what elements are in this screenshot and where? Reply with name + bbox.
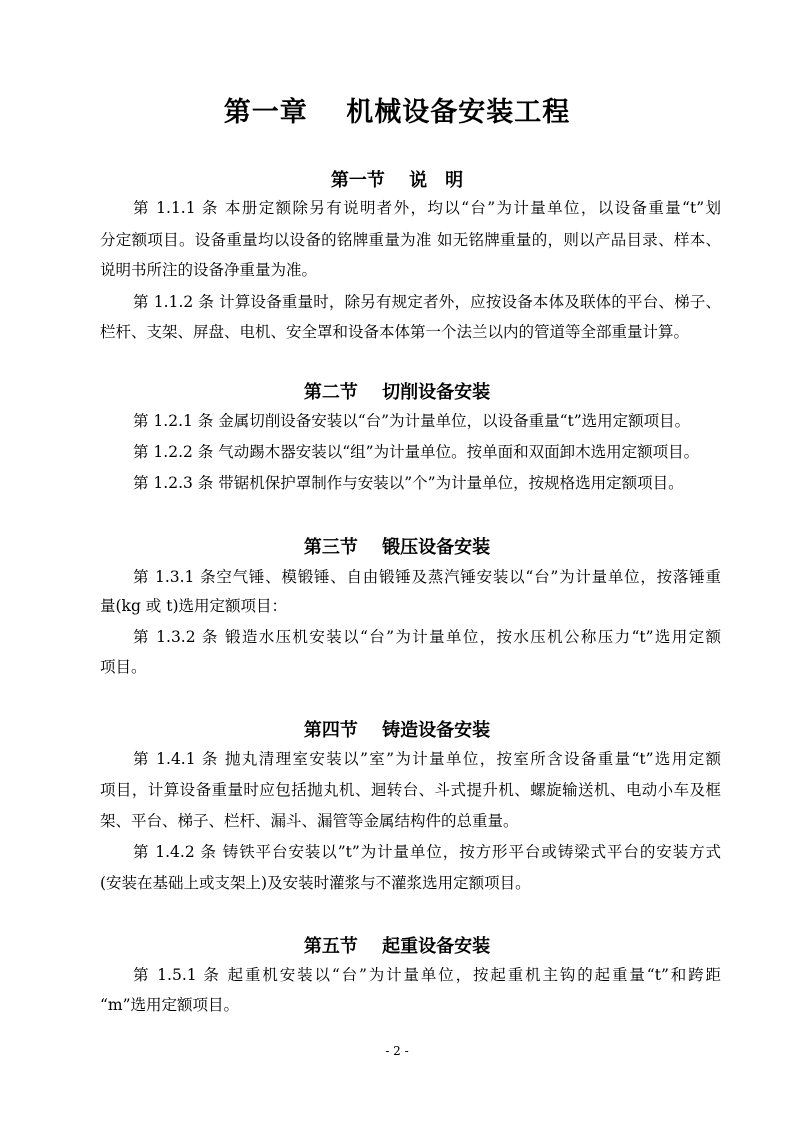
chapter-title: 第一章 机械设备安装工程 xyxy=(223,97,571,128)
paragraph-line: 说明书所注的设备净重量为准。 xyxy=(100,261,318,279)
paragraph-line: 第 1.2.1 条 金属切削设备安装以“台”为计量单位，以设备重量“t”选用定额项目。 xyxy=(133,412,691,430)
paragraph-line: 第 1.2.3 条 带锯机保护罩制作与安装以”个”为计量单位，按规格选用定额项目。 xyxy=(133,474,684,492)
paragraph-line: 第 1.1.1 条 本册定额除另有说明者外，均以“台”为计量单位，以设备重量“t”划 xyxy=(133,199,721,217)
page-number: - 2 - xyxy=(385,1044,409,1058)
paragraph-line: 第 1.5.1 条 起重机安装以“台”为计量单位，按起重机主钩的起重量“t”和跨距 xyxy=(133,966,721,984)
paragraph-line: (安装在基础上或支架上)及安装时灌浆与不灌浆选用定额项目。 xyxy=(100,874,531,892)
paragraph-line: 栏杆、支架、屏盘、电机、安全罩和设备本体第一个法兰以内的管道等全部重量计算。 xyxy=(100,323,690,341)
paragraph-line: 项目。 xyxy=(100,658,147,676)
paragraph-line: 分定额项目。设备重量均以设备的铭牌重量为准 如无铭牌重量的，则以产品目录、样本、 xyxy=(100,231,721,249)
section-heading: 第二节 切削设备安装 xyxy=(303,382,491,403)
paragraph-line: 第 1.1.2 条 计算设备重量时，除另有规定者外，应按设备本体及联体的平台、梯子、 xyxy=(133,293,721,311)
paragraph-line: 量(kg 或 t)选用定额项目： xyxy=(100,597,287,615)
section-heading: 第三节 锻压设备安装 xyxy=(303,537,491,558)
paragraph-line: 第 1.3.1 条空气锤、模锻锤、自由锻锤及蒸汽锤安装以“台”为计量单位，按落锤重 xyxy=(133,568,721,586)
section-heading: 第四节 铸造设备安装 xyxy=(303,720,491,741)
paragraph-line: 第 1.2.2 条 气动踢木器安装以“组”为计量单位。按单面和双面卸木选用定额项目。 xyxy=(133,443,700,461)
paragraph-line: 第 1.4.1 条 抛丸清理室安装以”室”为计量单位，按室所含设备重量“t”选用定额 xyxy=(133,750,721,768)
section-heading: 第五节 起重设备安装 xyxy=(303,936,491,957)
section-heading: 第一节 说 明 xyxy=(330,170,464,191)
paragraph-line: “m”选用定额项目。 xyxy=(100,996,240,1014)
paragraph-line: 项目，计算设备重量时应包括抛丸机、迴转台、斗式提升机、螺旋输送机、电动小车及框 xyxy=(100,781,721,799)
paragraph-line: 架、平台、梯子、栏杆、漏斗、漏管等金属结构件的总重量。 xyxy=(100,812,519,830)
paragraph-line: 第 1.3.2 条 锻造水压机安装以“台”为计量单位，按水压机公称压力“t”选用定额 xyxy=(133,628,721,646)
paragraph-line: 第 1.4.2 条 铸铁平台安装以”t”为计量单位，按方形平台或铸梁式平台的安装方式 xyxy=(133,843,721,861)
